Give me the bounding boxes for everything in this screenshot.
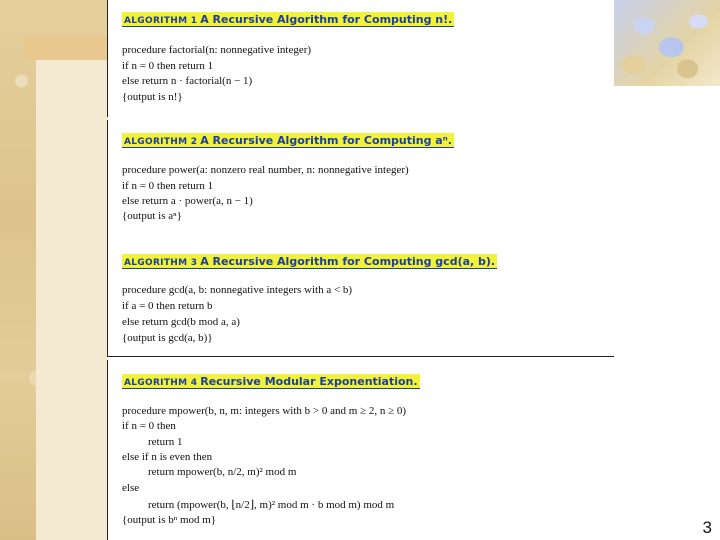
algorithm-1-line-2: if n = 0 then return 1 — [122, 60, 214, 72]
algorithm-4-line-8: {output is bⁿ mod m} — [122, 514, 217, 526]
algorithm-4-line-1: procedure mpower(b, n, m: integers with b > 0 and m ≥ 2, n ≥ 0) — [122, 405, 407, 417]
algorithm-1-line-3: else return n · factorial(n − 1) — [122, 75, 253, 87]
algorithm-2-title — [122, 133, 454, 148]
algorithm-3-heading: A Recursive Algorithm for Computing gcd(a, b). — [200, 255, 496, 268]
decorative-image — [612, 0, 720, 86]
algorithm-3-title — [122, 254, 497, 269]
algorithm-4-heading: Recursive Modular Exponentiation. — [200, 375, 418, 388]
algorithm-2-line-2: if n = 0 then return 1 — [122, 180, 214, 192]
algorithm-4-line-2: if n = 0 then — [122, 420, 176, 432]
decorative-bar — [24, 36, 106, 60]
algorithm-4-line-3: return 1 — [148, 436, 183, 448]
algorithm-4-label: ALGORITHM 4 — [124, 378, 198, 388]
algorithm-1-title — [122, 12, 454, 27]
algorithm-4-line-5: return mpower(b, n/2, m)² mod m — [148, 466, 297, 478]
algorithm-3-box — [107, 238, 614, 357]
algorithm-2-line-4: {output is aⁿ} — [122, 210, 182, 222]
algorithm-1-line-4: {output is n!} — [122, 91, 183, 103]
algorithm-3-line-3: else return gcd(b mod a, a) — [122, 316, 240, 328]
algorithm-2-line-3: else return a · power(a, n − 1) — [122, 195, 253, 207]
algorithm-3-line-4: {output is gcd(a, b)} — [122, 332, 213, 344]
algorithm-4-line-6: else — [122, 482, 140, 494]
algorithm-3-line-1: procedure gcd(a, b: nonnegative integers with a < b) — [122, 284, 353, 296]
page-number: 3 — [702, 518, 712, 537]
decorative-strip — [36, 60, 108, 540]
algorithm-2-box — [107, 120, 614, 238]
algorithm-2-label: ALGORITHM 2 — [124, 137, 198, 147]
algorithm-3-label: ALGORITHM 3 — [124, 258, 198, 268]
algorithm-4-box — [107, 360, 614, 540]
algorithm-1-heading: A Recursive Algorithm for Computing n!. — [200, 13, 453, 26]
algorithm-4-line-7: return (mpower(b, ⌊n/2⌋, m)² mod m · b mod m) mod m — [148, 499, 395, 511]
algorithm-1-line-1: procedure factorial(n: nonnegative integer) — [122, 44, 312, 56]
algorithm-1-label: ALGORITHM 1 — [124, 16, 198, 26]
algorithm-3-line-2: if a = 0 then return b — [122, 300, 213, 312]
algorithm-2-line-1: procedure power(a: nonzero real number, n: nonnegative integer) — [122, 164, 409, 176]
algorithm-4-title — [122, 374, 420, 389]
algorithm-1-box — [107, 0, 614, 117]
algorithm-4-line-4: else if n is even then — [122, 451, 213, 463]
algorithm-2-heading: A Recursive Algorithm for Computing aⁿ. — [200, 134, 452, 147]
